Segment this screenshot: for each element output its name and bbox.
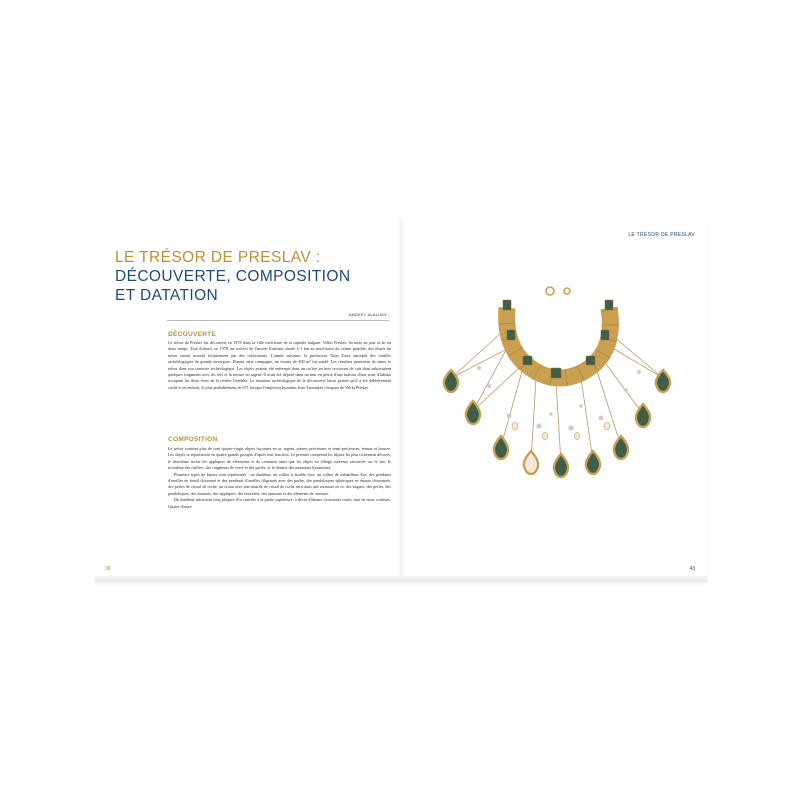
necklace-photo bbox=[411, 286, 703, 494]
section-heading-decouverte: DÉCOUVERTE bbox=[168, 331, 217, 338]
paragraph: Du diadème subsistent cinq plaques d'or cintrées à la partie supérieure, à décor d'émaux cloisonnés ornés, mar de noue couleurs. Quatre d'entre bbox=[168, 497, 391, 509]
paragraph: Le trésor de Preslav fut découvert en 1978 dans la ville extérieure de la capitale bulgare, Veliki Preslav. Sa mise au jour se fit en deux temps. Tout d'abord, en 1978, au sud-est de l'ancien Karčana, située à 3 km au nord-ouest du centre paisible, des objets du trésor furent trouvés fortuitement par des cultivateurs. L'année suivante, le professeur Totju Totev entreprit des fouilles archéologiques de grande envergure. Durant cette campagne, un terrain de 400 m² fut sondé. Les résultats permirent de situer le trésor dans son contexte archéologique. Les objets avaient été enfermés dans un coffret en bois recouvert de cuir dont subsistaient quelques fragments avec les fers et la ferrure en argent. Il avait été déposé dans un mur en pierre d'une maison d'une zone d'habitat occupant les deux rives de la rivière Gerebka. La situation archéologique de la découverte laisse penser qu'il a été délibérément caché à cet endroit, le plus probablement en 971 lorsque l'empereur byzantin Jean Tzimiskès s'empara de Veliki Preslav. bbox=[168, 340, 391, 390]
page-number-left: 38 bbox=[105, 566, 111, 572]
necklace-chains bbox=[451, 326, 663, 464]
paragraph: Plusieurs types de bijoux sont représentés : un diadème, un collier à double face, un collier de médaillons d'or, des pendants d'oreilles en émail cloisonné et des pendants d'oreilles filigranés avec des perles, des pendeloques sphériques en émaux cloisonnés, des perles de cristal de roche, un scoau avec une intaille de cristal de roche serti dans une monture en or, des bagues, des perles, des pendeloques, des boutons, des appliques, des bracelets, des anneaux et des éléments de ceinture. bbox=[168, 471, 391, 496]
pearl-drops bbox=[512, 422, 610, 439]
author-name: ANDKEY ALALUEV bbox=[348, 312, 387, 317]
chapter-title-line-2: DÉCOUVERTE, COMPOSITION bbox=[115, 268, 351, 285]
running-head: LE TRÉSOR DE PRESLAV bbox=[628, 232, 695, 238]
clasp-ring bbox=[546, 287, 554, 295]
chapter-title-line-1: LE TRÉSOR DE PRESLAV : bbox=[115, 249, 321, 266]
right-page bbox=[401, 220, 707, 582]
chapter-title bbox=[115, 248, 395, 305]
page-number-right: 43 bbox=[689, 566, 695, 572]
paragraph: Le trésor contient plus de cent quatre-vingts objets façonnés en or, argent, pierres précieuses et semi-précieuses, émaux et bronze. Les objets se répartissent en quatre grands groupes d'après leur fonction. Le premier comprend les bijoux les plus richement décorés, le deuxième inclut les appliques de vêtements et de ceintures ainsi que les objets en alliage cuivreux retrouvés sur le site, le troisième des cuillers, des fragments de verre et des perles, et le dernier des monnaies byzantines. bbox=[168, 446, 391, 471]
chapter-title-line-3: ET DATATION bbox=[115, 287, 219, 304]
section-heading-composition: COMPOSITION bbox=[168, 436, 218, 443]
page-bottom-edge bbox=[95, 576, 707, 582]
clasp-hook bbox=[564, 288, 570, 294]
section-decouverte-body bbox=[168, 340, 391, 391]
author-divider bbox=[167, 320, 389, 321]
book-spread bbox=[95, 220, 707, 582]
section-composition-body bbox=[168, 446, 391, 510]
left-page bbox=[95, 220, 401, 582]
